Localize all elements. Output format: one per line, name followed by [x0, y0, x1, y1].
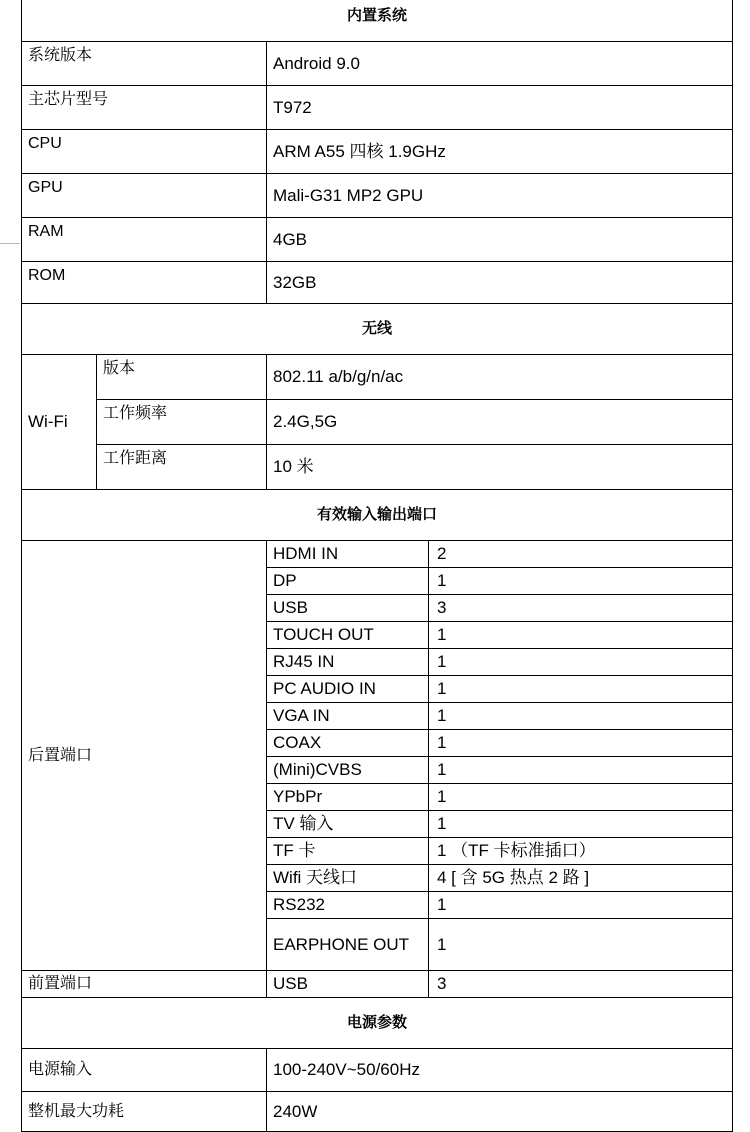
port-count: 1 （TF 卡标准插口）	[429, 838, 733, 865]
table-row	[22, 262, 733, 304]
row-value: 2.4G,5G	[267, 400, 733, 445]
row-label: RAM	[22, 218, 267, 262]
section-heading-wireless: 无线	[22, 304, 733, 355]
row-label: ROM	[22, 262, 267, 304]
port-count: 2	[429, 541, 733, 568]
row-value: 802.11 a/b/g/n/ac	[267, 355, 733, 400]
spec-table	[21, 0, 733, 1132]
row-label: CPU	[22, 130, 267, 174]
port-count: 1	[429, 622, 733, 649]
port-name: TOUCH OUT	[267, 622, 429, 649]
section-heading-builtin: 内置系统	[22, 0, 733, 42]
table-row	[22, 1049, 733, 1092]
port-name: (Mini)CVBS	[267, 757, 429, 784]
port-count: 1	[429, 730, 733, 757]
section-row	[22, 490, 733, 541]
row-value: Android 9.0	[267, 42, 733, 86]
wifi-label: Wi-Fi	[22, 355, 97, 490]
table-row	[22, 971, 733, 998]
port-name: TV 输入	[267, 811, 429, 838]
edge-mark	[0, 243, 20, 244]
port-count: 1	[429, 757, 733, 784]
row-label: 版本	[97, 355, 267, 400]
port-count: 3	[429, 971, 733, 998]
table-row	[22, 445, 733, 490]
table-row	[22, 541, 733, 568]
port-count: 1	[429, 568, 733, 595]
row-value: Mali-G31 MP2 GPU	[267, 174, 733, 218]
front-ports-label: 前置端口	[22, 971, 267, 998]
row-label: 系统版本	[22, 42, 267, 86]
row-value: 10 米	[267, 445, 733, 490]
port-name: RJ45 IN	[267, 649, 429, 676]
section-row	[22, 998, 733, 1049]
section-heading-io: 有效输入输出端口	[22, 490, 733, 541]
table-row	[22, 355, 733, 400]
row-label: 工作频率	[97, 400, 267, 445]
port-count: 1	[429, 919, 733, 971]
row-label: 主芯片型号	[22, 86, 267, 130]
port-name: RS232	[267, 892, 429, 919]
row-label: 整机最大功耗	[22, 1092, 267, 1132]
port-count: 4 [ 含 5G 热点 2 路 ]	[429, 865, 733, 892]
table-row	[22, 42, 733, 86]
port-name: HDMI IN	[267, 541, 429, 568]
port-count: 1	[429, 892, 733, 919]
port-name: Wifi 天线口	[267, 865, 429, 892]
section-heading-power: 电源参数	[22, 998, 733, 1049]
port-count: 1	[429, 811, 733, 838]
table-row	[22, 218, 733, 262]
row-value: T972	[267, 86, 733, 130]
port-count: 3	[429, 595, 733, 622]
rear-ports-label: 后置端口	[22, 541, 267, 971]
port-name: TF 卡	[267, 838, 429, 865]
port-count: 1	[429, 676, 733, 703]
row-label: 工作距离	[97, 445, 267, 490]
section-row	[22, 304, 733, 355]
row-value: 100-240V~50/60Hz	[267, 1049, 733, 1092]
table-row	[22, 400, 733, 445]
table-row	[22, 1092, 733, 1132]
port-name: COAX	[267, 730, 429, 757]
port-name: PC AUDIO IN	[267, 676, 429, 703]
port-name: USB	[267, 971, 429, 998]
row-value: 32GB	[267, 262, 733, 304]
port-count: 1	[429, 649, 733, 676]
port-name: EARPHONE OUT	[267, 919, 429, 971]
port-name: VGA IN	[267, 703, 429, 730]
table-row	[22, 130, 733, 174]
section-row	[22, 0, 733, 42]
row-value: 240W	[267, 1092, 733, 1132]
port-count: 1	[429, 784, 733, 811]
port-name: USB	[267, 595, 429, 622]
row-label: GPU	[22, 174, 267, 218]
row-label: 电源输入	[22, 1049, 267, 1092]
table-row	[22, 174, 733, 218]
port-count: 1	[429, 703, 733, 730]
port-name: YPbPr	[267, 784, 429, 811]
row-value: ARM A55 四核 1.9GHz	[267, 130, 733, 174]
port-name: DP	[267, 568, 429, 595]
table-row	[22, 86, 733, 130]
row-value: 4GB	[267, 218, 733, 262]
